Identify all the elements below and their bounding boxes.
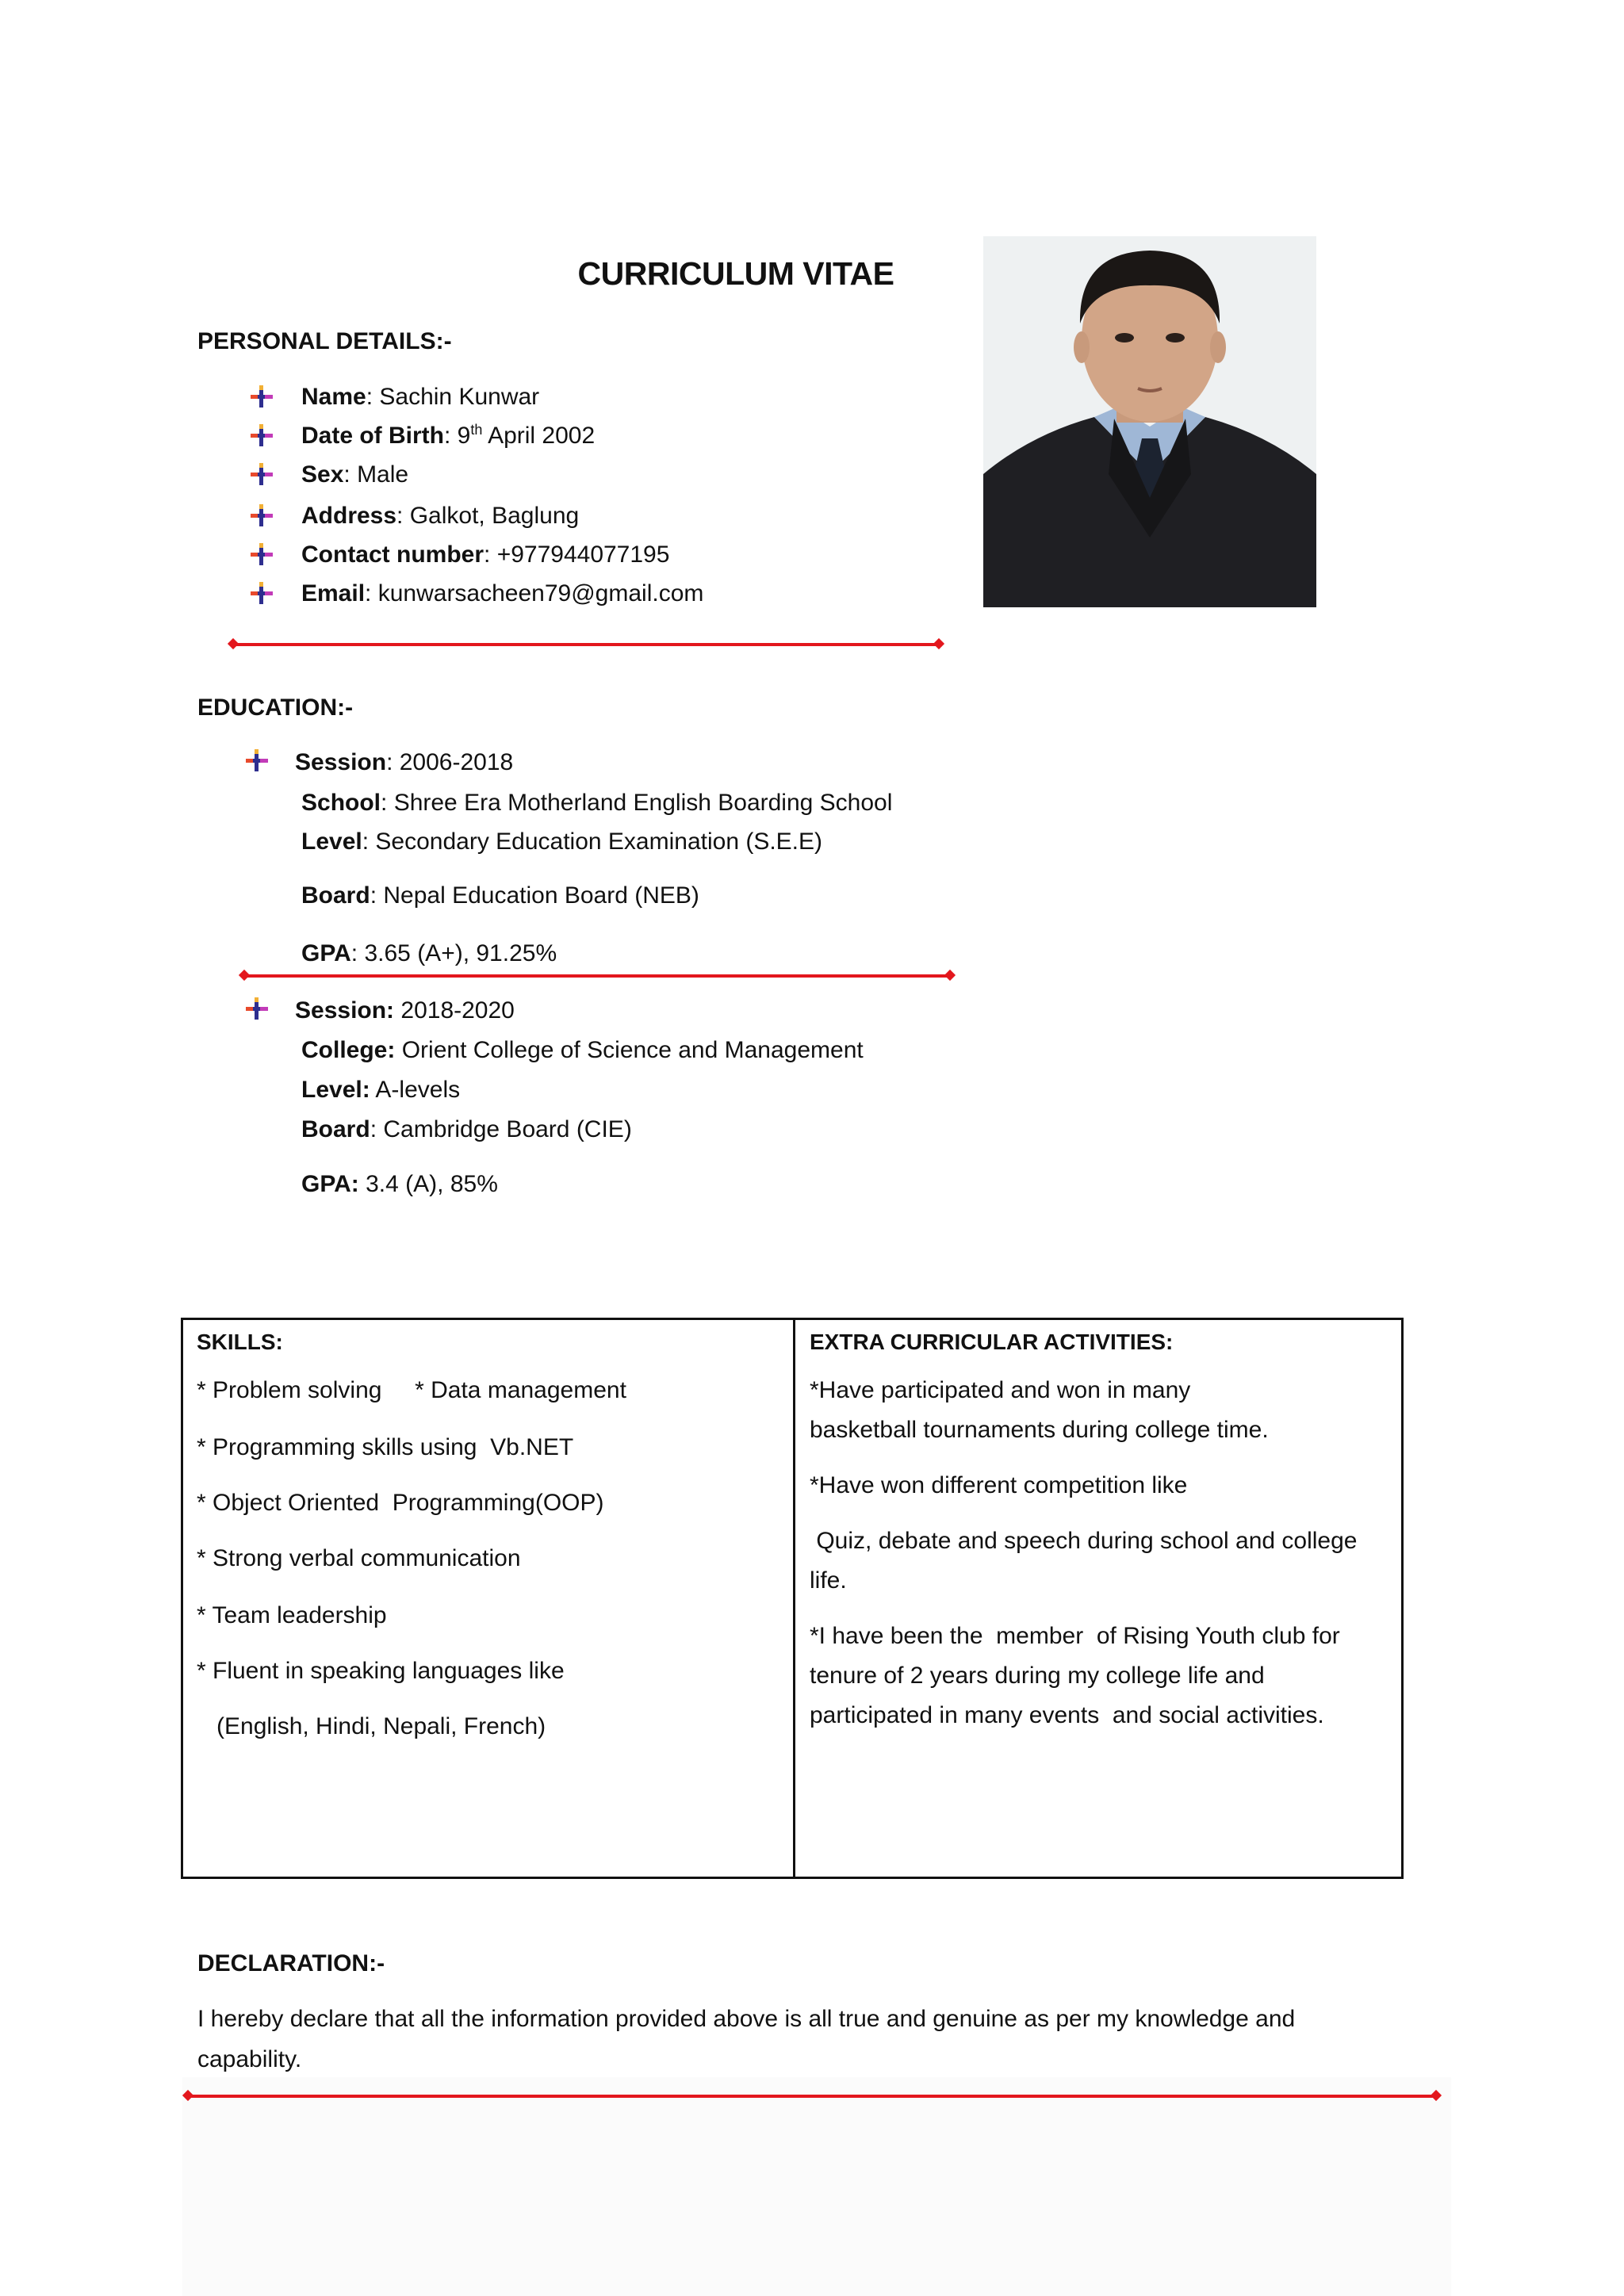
education-gpa-label: GPA (301, 940, 351, 966)
education-board: Board: Cambridge Board (CIE) (301, 1116, 632, 1142)
education-board: Board: Nepal Education Board (NEB) (301, 882, 699, 909)
personal-detail-item: Email: kunwarsacheen79@gmail.com (301, 580, 704, 607)
activity-line: life. (810, 1567, 847, 1594)
email-value: kunwarsacheen79@gmail.com (377, 580, 704, 607)
bullet-icon (251, 582, 273, 606)
bullet-icon (246, 997, 268, 1021)
personal-detail-item: Date of Birth: 9th April 2002 (301, 422, 596, 449)
education-session: Session: 2006-2018 (295, 749, 514, 775)
education-gpa-value: 3.65 (A+), 91.25% (364, 940, 557, 966)
education-level (301, 1077, 460, 1104)
personal-detail-item: Name: Sachin Kunwar (301, 384, 540, 410)
skill-item: (English, Hindi, Nepali, French) (197, 1713, 546, 1739)
detail-label: Date of Birth (301, 423, 444, 449)
detail-value: Male (357, 461, 409, 488)
education-gpa: GPA: 3.65 (A+), 91.25% (301, 940, 557, 966)
skill-item: * Object Oriented Programming(OOP) (197, 1490, 604, 1516)
personal-details-heading: PERSONAL DETAILS:- (197, 328, 452, 354)
skills-activities-table (181, 1318, 1404, 1879)
skills-heading: SKILLS: (197, 1330, 283, 1354)
profile-photo (983, 236, 1316, 607)
declaration-text-line: I hereby declare that all the information provided above is all true and genuine as per my knowledge and (197, 2006, 1296, 2032)
bullet-icon (251, 543, 273, 567)
personal-detail-item: Contact number: +977944077195 (301, 541, 670, 568)
skill-item: * Problem solving * Data management (197, 1377, 626, 1403)
declaration-text-line: capability. (197, 2046, 302, 2072)
detail-value: April 2002 (488, 423, 596, 449)
activity-line: Quiz, debate and speech during school and college (810, 1528, 1358, 1554)
education-level-value: Secondary Education Examination (S.E.E) (375, 828, 823, 855)
detail-label: Name (301, 384, 366, 410)
detail-value: Galkot, Baglung (409, 503, 580, 529)
education-gpa-value: 3.4 (A), 85% (366, 1171, 498, 1197)
education-level-label: Level (301, 828, 362, 855)
declaration-heading: DECLARATION:- (197, 1950, 385, 1976)
skill-item: * Fluent in speaking languages like (197, 1658, 565, 1684)
skill-item: * Strong verbal communication (197, 1545, 521, 1571)
page-shade (182, 2077, 1451, 2296)
education-board-label: Board (301, 1116, 370, 1142)
bullet-icon (251, 504, 273, 528)
education-session (295, 997, 515, 1024)
activity-line: participated in many events and social activities. (810, 1702, 1324, 1728)
page-title: CURRICULUM VITAE (577, 255, 894, 292)
section-divider (188, 2095, 1436, 2098)
detail-value-suffix: th (470, 422, 483, 438)
section-divider (233, 643, 939, 646)
detail-label: Address (301, 503, 397, 529)
bullet-icon (246, 749, 268, 773)
bullet-icon (251, 424, 273, 448)
education-gpa (301, 1171, 498, 1198)
activity-line: *Have won different competition like (810, 1472, 1188, 1498)
education-session-label: Session (295, 749, 387, 775)
detail-value: Sachin Kunwar (379, 384, 540, 410)
detail-label: Email (301, 580, 366, 607)
education-session-value: 2006-2018 (399, 749, 514, 775)
education-level: Level: Secondary Education Examination (S.E.E) (301, 828, 823, 855)
skill-item: * Team leadership (197, 1602, 387, 1628)
activity-line: *I have been the member of Rising Youth club for (810, 1623, 1340, 1649)
education-level-value: A-levels (375, 1077, 461, 1103)
detail-label: Sex (301, 461, 344, 488)
education-school-label: College: (301, 1037, 396, 1063)
section-divider (244, 974, 950, 978)
extracurricular-heading: EXTRA CURRICULAR ACTIVITIES: (810, 1330, 1174, 1354)
education-school-value: Orient College of Science and Management (401, 1037, 864, 1063)
education-board-label: Board (301, 882, 370, 909)
education-session-label: Session: (295, 997, 395, 1024)
education-session-value: 2018-2020 (400, 997, 515, 1024)
personal-detail-item: Sex: Male (301, 461, 409, 488)
education-school-value: Shree Era Motherland English Boarding School (393, 790, 893, 816)
education-school-label: School (301, 790, 381, 816)
detail-value-day: 9 (457, 423, 471, 449)
education-board-value: Nepal Education Board (NEB) (383, 882, 699, 909)
activity-line: *Have participated and won in many (810, 1377, 1191, 1403)
skill-item: * Programming skills using Vb.NET (197, 1434, 574, 1460)
education-heading: EDUCATION:- (197, 695, 354, 721)
activity-line: tenure of 2 years during my college life and (810, 1663, 1265, 1689)
education-level-label: Level: (301, 1077, 370, 1103)
education-board-value: Cambridge Board (CIE) (383, 1116, 632, 1142)
personal-detail-item: Address: Galkot, Baglung (301, 503, 580, 529)
detail-label: Contact number (301, 541, 485, 568)
education-gpa-label: GPA: (301, 1171, 359, 1197)
bullet-icon (251, 463, 273, 487)
education-school: School: Shree Era Motherland English Boarding School (301, 790, 893, 816)
detail-value: +977944077195 (496, 541, 670, 568)
table-column-divider (793, 1320, 795, 1877)
activity-line: basketball tournaments during college time. (810, 1417, 1269, 1443)
bullet-icon (251, 385, 273, 409)
education-school (301, 1037, 864, 1064)
